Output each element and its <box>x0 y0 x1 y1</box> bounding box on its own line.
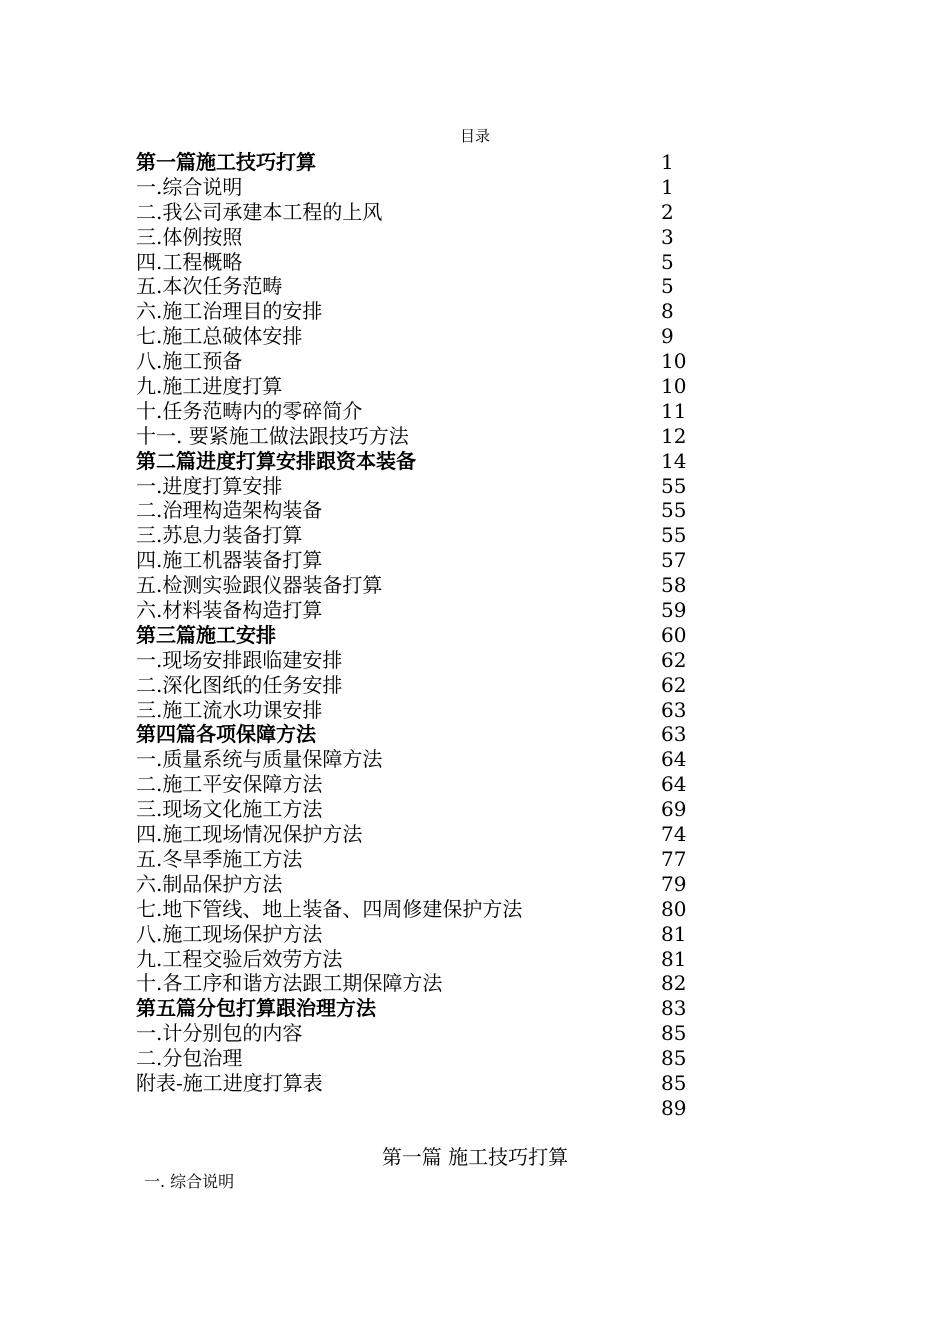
toc-entry-label: 二.治理构造架构装备 <box>136 498 323 523</box>
toc-entry-page-number: 62 <box>661 672 687 697</box>
toc-entry-label: 九.施工进度打算 <box>136 374 283 399</box>
toc-entry-page-number: 63 <box>661 697 687 722</box>
toc-entry-label: 十.任务范畴内的零碎简介 <box>136 398 363 423</box>
toc-entry-label: 第一篇施工技巧打算 <box>136 150 316 174</box>
toc-entry-label: 六.施工治理目的安排 <box>136 299 323 324</box>
toc-entry-label: 九.工程交验后效劳方法 <box>136 946 343 971</box>
toc-entry-page-number: 55 <box>661 498 687 523</box>
toc-entry[interactable] <box>136 424 696 449</box>
toc-entry-label: 二.深化图纸的任务安排 <box>136 672 343 697</box>
toc-entry[interactable] <box>136 797 696 822</box>
toc-entry-label: 一.进度打算安排 <box>136 473 283 498</box>
toc-entry-label: 第四篇各项保障方法 <box>136 722 316 747</box>
toc-entry-label: 第二篇进度打算安排跟资本装备 <box>136 448 416 473</box>
toc-title: 目录 <box>459 127 490 145</box>
toc-entry-page-number: 5 <box>661 274 674 299</box>
toc-entry[interactable] <box>136 349 696 374</box>
toc-entry-label: 十一. 要紧施工做法跟技巧方法 <box>136 423 409 448</box>
toc-entry[interactable] <box>136 225 696 250</box>
toc-entry[interactable] <box>136 324 696 349</box>
toc-entry-page-number: 1 <box>661 174 674 199</box>
toc-entry[interactable] <box>136 922 696 947</box>
toc-entry-page-number: 74 <box>661 822 687 847</box>
toc-entry[interactable] <box>136 747 696 772</box>
toc-entry-page-number: 79 <box>661 871 687 896</box>
toc-entry-page-number: 14 <box>661 448 687 473</box>
toc-part-entry[interactable] <box>136 623 696 648</box>
toc-entry-page-number: 64 <box>661 772 687 797</box>
toc-entry[interactable] <box>136 250 696 275</box>
toc-entry[interactable] <box>136 673 696 698</box>
toc-part-entry[interactable] <box>136 996 696 1021</box>
toc-entry-page-number: 10 <box>661 374 687 399</box>
toc-entry[interactable] <box>136 299 696 324</box>
toc-entry-label: 三.体例按照 <box>136 224 243 249</box>
toc-entry-label: 四.工程概略 <box>136 249 243 274</box>
toc-entry-page-number: 85 <box>661 1046 687 1071</box>
toc-entry[interactable] <box>136 847 696 872</box>
toc-entry-page-number: 80 <box>661 896 687 921</box>
toc-entry[interactable] <box>136 573 696 598</box>
toc-part-entry[interactable] <box>136 722 696 747</box>
toc-entry-page-number: 57 <box>661 548 687 573</box>
toc-entry-page-number: 81 <box>661 946 687 971</box>
toc-entry[interactable] <box>136 772 696 797</box>
toc-entry-page-number: 8 <box>661 299 674 324</box>
toc-entry-label: 七.地下管线、地上装备、四周修建保护方法 <box>136 896 523 921</box>
toc-entry-label: 十.各工序和谐方法跟工期保障方法 <box>136 971 443 996</box>
toc-entry-label: 三.现场文化施工方法 <box>136 797 323 822</box>
toc-entry-label: 六.制品保护方法 <box>136 871 283 896</box>
toc-entry[interactable] <box>136 274 696 299</box>
toc-entry-label: 五.本次任务范畴 <box>136 274 283 299</box>
toc-entry[interactable] <box>136 897 696 922</box>
toc-entry-label: 四.施工机器装备打算 <box>136 548 323 573</box>
toc-entry-label: 二.我公司承建本工程的上风 <box>136 199 383 224</box>
toc-entry[interactable] <box>136 175 696 200</box>
toc-entry-page-number: 81 <box>661 921 687 946</box>
toc-entry-page-number: 58 <box>661 573 687 598</box>
toc-entry-page-number: 5 <box>661 249 674 274</box>
toc-entry[interactable] <box>136 698 696 723</box>
toc-entry[interactable] <box>136 474 696 499</box>
toc-entry[interactable] <box>136 648 696 673</box>
toc-entry-page-number: 62 <box>661 647 687 672</box>
toc-entry-label: 四.施工现场情况保护方法 <box>136 822 363 847</box>
toc-entry-page-number: 12 <box>661 423 687 448</box>
toc-entry-label: 五.冬旱季施工方法 <box>136 846 303 871</box>
toc-part-entry[interactable] <box>136 150 696 175</box>
toc-entry-label: 八.施工预备 <box>136 349 243 374</box>
toc-entry-page-number: 69 <box>661 797 687 822</box>
toc-entry-label: 第五篇分包打算跟治理方法 <box>136 996 376 1021</box>
toc-entry-page-number: 85 <box>661 1070 687 1095</box>
toc-entry-page-number: 60 <box>661 622 687 647</box>
table-of-contents <box>136 150 696 1121</box>
section-heading: 一. 综合说明 <box>144 1172 235 1191</box>
toc-entry[interactable] <box>136 548 696 573</box>
toc-entry[interactable] <box>136 523 696 548</box>
toc-entry-label: 三.苏息力装备打算 <box>136 523 303 548</box>
toc-entry-label: 二.分包治理 <box>136 1046 243 1071</box>
toc-entry-label: 一.质量系统与质量保障方法 <box>136 747 383 772</box>
toc-entry-page-number: 85 <box>661 1021 687 1046</box>
toc-part-entry[interactable] <box>136 449 696 474</box>
toc-entry-page-number: 82 <box>661 971 687 996</box>
toc-entry-page-number: 83 <box>661 996 687 1021</box>
toc-entry[interactable] <box>136 872 696 897</box>
toc-entry-page-number: 1 <box>661 150 674 174</box>
toc-entry-page-number: 2 <box>661 199 674 224</box>
toc-entry-label: 附表-施工进度打算表 <box>136 1070 323 1095</box>
toc-entry-label: 五.检测实验跟仪器装备打算 <box>136 573 383 598</box>
toc-entry-label: 二.施工平安保障方法 <box>136 772 323 797</box>
toc-entry[interactable] <box>136 1046 696 1071</box>
toc-entry-label: 第三篇施工安排 <box>136 622 276 647</box>
toc-entry-label: 三.施工流水功课安排 <box>136 697 323 722</box>
toc-entry-page-number: 9 <box>661 324 674 349</box>
toc-entry[interactable] <box>136 947 696 972</box>
toc-entry[interactable] <box>136 200 696 225</box>
toc-entry[interactable] <box>136 498 696 523</box>
toc-entry-page-number: 55 <box>661 523 687 548</box>
toc-entry-page-number: 63 <box>661 722 687 747</box>
toc-entry[interactable] <box>136 374 696 399</box>
toc-entry-label: 一.现场安排跟临建安排 <box>136 647 343 672</box>
toc-entry-label: 一.计分别包的内容 <box>136 1021 303 1046</box>
toc-entry-page-number: 64 <box>661 747 687 772</box>
toc-entry-page-number: 59 <box>661 598 687 623</box>
toc-entry[interactable] <box>136 1096 696 1121</box>
toc-entry-page-number: 89 <box>661 1095 687 1120</box>
toc-entry-label: 七.施工总破体安排 <box>136 324 303 349</box>
toc-entry-label: 六.材料装备构造打算 <box>136 598 323 623</box>
toc-entry[interactable] <box>136 1071 696 1096</box>
toc-entry[interactable] <box>136 822 696 847</box>
part-heading: 第一篇 施工技巧打算 <box>381 1145 569 1169</box>
toc-entry-page-number: 3 <box>661 224 674 249</box>
toc-entry[interactable] <box>136 399 696 424</box>
toc-entry-page-number: 10 <box>661 349 687 374</box>
toc-entry-page-number: 11 <box>661 398 687 423</box>
toc-entry-page-number: 77 <box>661 846 687 871</box>
toc-entry[interactable] <box>136 1021 696 1046</box>
toc-entry-label: 八.施工现场保护方法 <box>136 921 323 946</box>
toc-entry[interactable] <box>136 598 696 623</box>
toc-entry-label: 一.综合说明 <box>136 174 243 199</box>
toc-entry-page-number: 55 <box>661 473 687 498</box>
toc-entry[interactable] <box>136 971 696 996</box>
